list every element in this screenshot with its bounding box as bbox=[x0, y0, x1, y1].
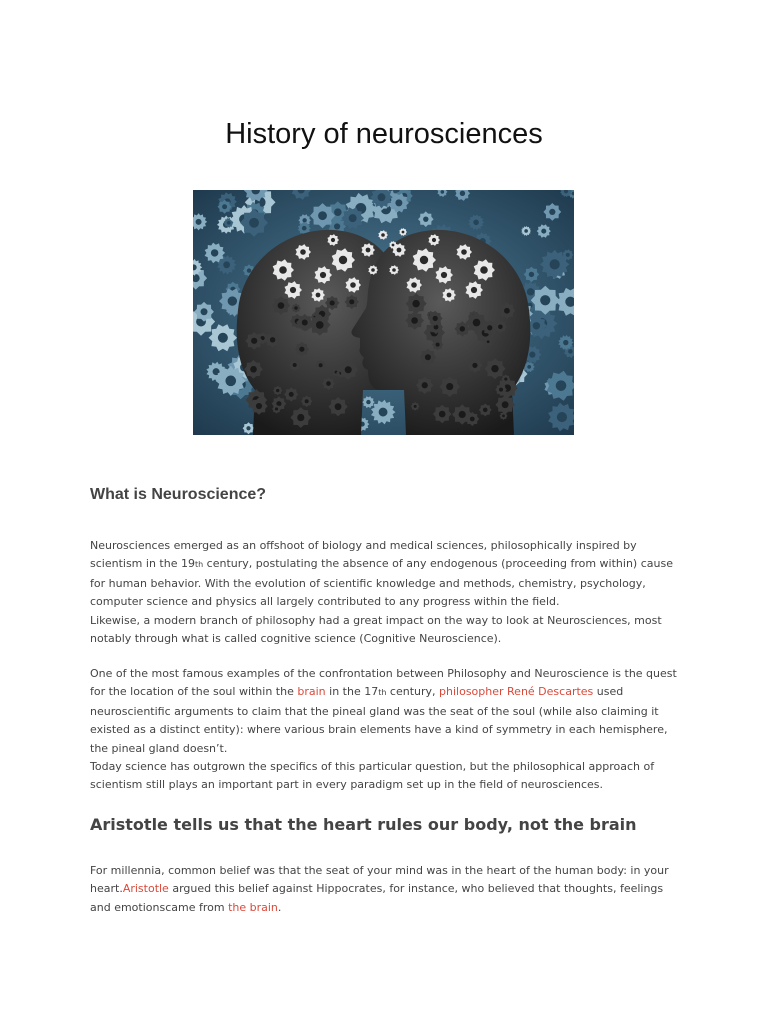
hero-image bbox=[193, 190, 574, 435]
gear-icon bbox=[244, 360, 263, 379]
gear-icon bbox=[301, 396, 313, 408]
gear-icon bbox=[484, 358, 505, 379]
gear-icon bbox=[479, 404, 492, 417]
gear-icon bbox=[272, 296, 291, 315]
gear-icon bbox=[240, 209, 268, 237]
gear-icon bbox=[322, 377, 335, 390]
gear-icon bbox=[524, 267, 540, 282]
gear-icon bbox=[405, 311, 424, 330]
link-the-brain[interactable]: the brain bbox=[228, 900, 278, 914]
section-heading-aristotle: Aristotle tells us that the heart rules our body, not the brain bbox=[90, 815, 637, 834]
gear-icon bbox=[273, 386, 282, 396]
link-brain[interactable]: brain bbox=[297, 685, 326, 699]
gear-icon bbox=[531, 286, 560, 315]
paragraph-philosophy-confrontation: One of the most famous examples of the confrontation between Philosophy and Neuroscience is the quest for the location of the soul within the brain in the 17th century, philosopher René Descartes used neuroscientific arguments to claim that the pineal gland was the seat of the soul (while also claiming it existed as a distinct entity): where various brain elements have a kind of symmetry in each hemisphere, the pineal gland doesn’t. Today science has outgrown the specifics of this particular question, but the philosophical approach of scientism still plays an important part in every paradigm set up in the field of neurosciences. bbox=[90, 667, 677, 792]
gear-icon bbox=[416, 377, 433, 395]
gear-icon bbox=[291, 303, 300, 313]
gear-icon bbox=[345, 295, 359, 309]
gear-icon bbox=[265, 332, 280, 347]
gear-icon bbox=[543, 203, 561, 221]
gear-icon bbox=[289, 359, 301, 371]
link-descartes[interactable]: philosopher René Descartes bbox=[439, 685, 594, 699]
gear-icon bbox=[466, 312, 488, 333]
paragraph-neurosciences-intro: Neurosciences emerged as an offshoot of biology and medical sciences, philosophically inspired by scientism in the 19th century, postulating the absence of any endogenous (proceeding from within) cause for human behavior. With the evolution of scientific knowledge and methods, chemistry, psychology, computer science and physics all largely contributed to any progress within the field. Likewise, a modern branch of philosophy had a great impact on the way to look at Neurosciences, most notably through what is called cognitive science (Cognitive Neuroscience). bbox=[90, 539, 673, 646]
link-aristotle[interactable]: Aristotle bbox=[122, 882, 169, 896]
two-heads-with-gears-illustration bbox=[193, 190, 574, 435]
gear-icon bbox=[194, 302, 214, 322]
gear-icon bbox=[418, 211, 434, 227]
gear-icon bbox=[310, 203, 335, 228]
gear-icon bbox=[406, 293, 427, 314]
gear-icon bbox=[411, 402, 420, 411]
gear-icon bbox=[296, 314, 313, 331]
gear-icon bbox=[468, 358, 483, 373]
gear-icon bbox=[250, 397, 268, 415]
gear-icon bbox=[499, 302, 516, 319]
page-title: History of neurosciences bbox=[225, 118, 543, 150]
gear-icon bbox=[309, 314, 331, 336]
section-heading-what-is-neuroscience: What is Neuroscience? bbox=[90, 486, 267, 503]
gear-icon bbox=[338, 360, 358, 380]
gear-icon bbox=[465, 412, 479, 426]
gear-icon bbox=[218, 200, 232, 214]
gear-icon bbox=[328, 397, 347, 416]
gear-icon bbox=[419, 349, 436, 366]
gear-icon bbox=[495, 395, 515, 415]
gear-icon bbox=[439, 376, 460, 397]
paragraph-aristotle: For millennia, common belief was that the seat of your mind was in the heart of the human body: in your heart.Aristotle argued this belief against Hippocrates, for instance, who believed that thoughts, feelings and emotionscame from the brain. bbox=[90, 864, 669, 914]
gear-icon bbox=[428, 311, 443, 326]
gear-icon bbox=[290, 407, 311, 428]
gear-icon bbox=[433, 405, 452, 424]
gear-icon bbox=[245, 332, 263, 350]
gear-icon bbox=[284, 387, 298, 401]
